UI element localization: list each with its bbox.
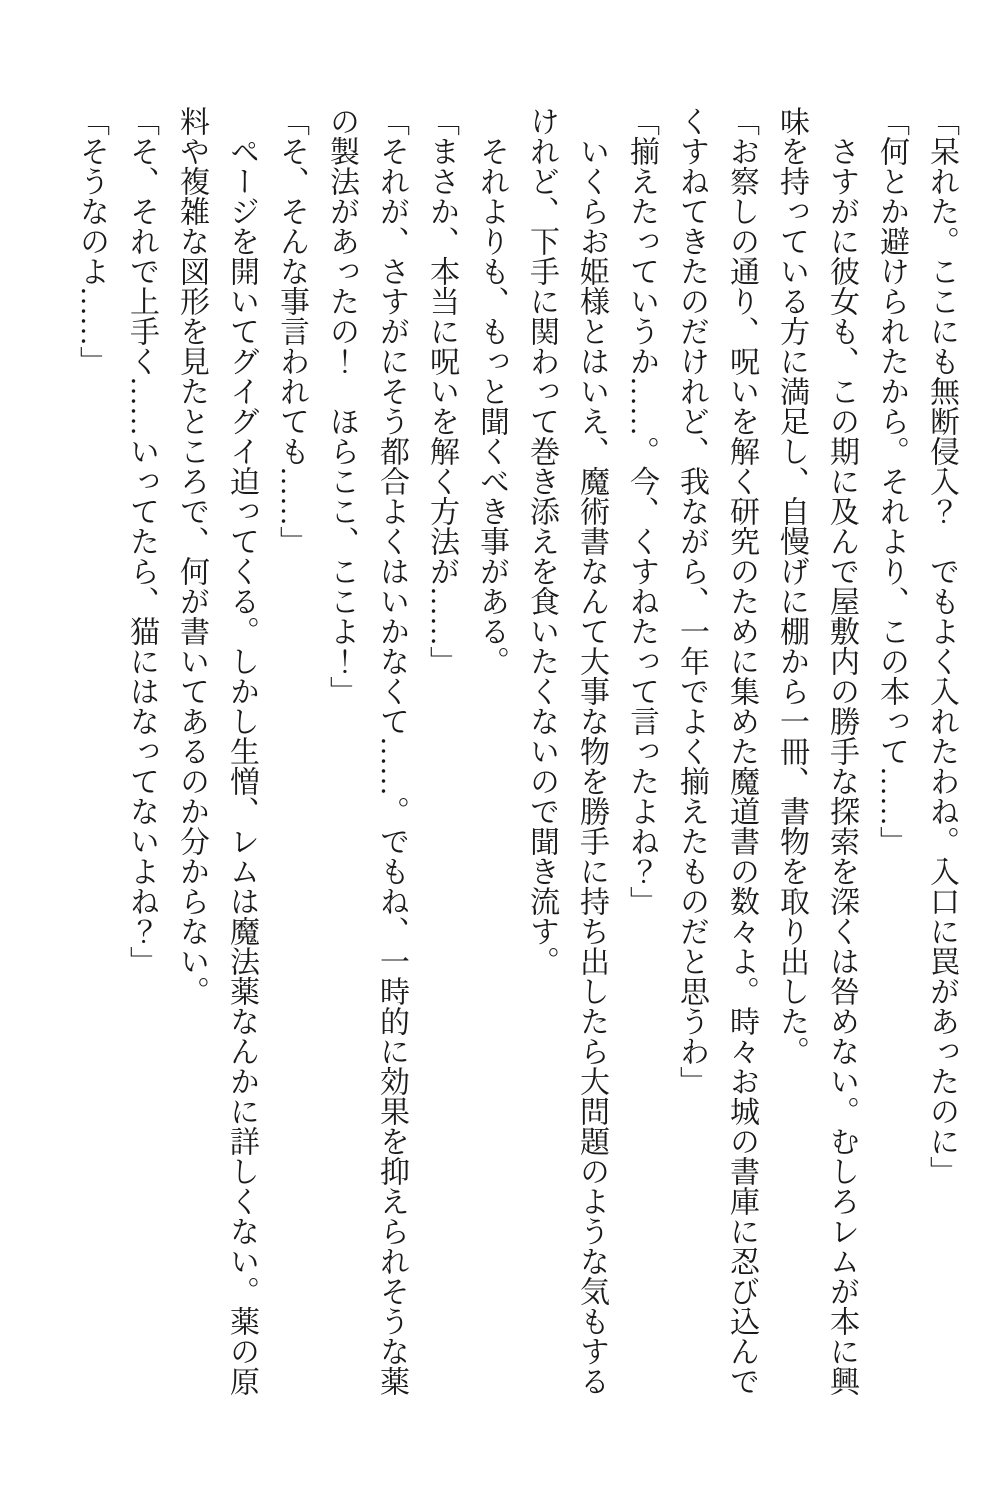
text-line: 「それが、さすがにそう都合よくはいかなくて……。でもね、一時的に効果を抑えられそうな薬 <box>375 106 408 1396</box>
text-line: それよりも、もっと聞くべき事がある。 <box>475 106 508 676</box>
dialogue-paragraph <box>666 106 766 1426</box>
text-line: 料や複雑な図形を見たところで、何が書いてあるのか分からない。 <box>175 106 208 1006</box>
text-line: ページを開いてグイグイ迫ってくる。しかし生憎、レムは魔法薬なんかに詳しくない。薬の原 <box>225 106 258 1396</box>
text-line: 「そ、そんな事言われても……」 <box>275 106 308 556</box>
dialogue-paragraph <box>616 106 666 1426</box>
text-line: 味を持っている方に満足し、自慢げに棚から一冊、書物を取り出した。 <box>775 106 808 1066</box>
vertical-text-block <box>66 106 966 1426</box>
dialogue-paragraph <box>916 106 966 1426</box>
narration-paragraph <box>516 106 616 1426</box>
dialogue-paragraph <box>66 106 116 1426</box>
text-line: 「そ、それで上手く……いってたら、猫にはなってないよね？」 <box>125 106 158 976</box>
text-line: 「お察しの通り、呪いを解く研究のために集めた魔道書の数々よ。時々お城の書庫に忍び込んで <box>725 106 758 1396</box>
text-line: くすねてきたのだけれど、我ながら、一年でよく揃えたものだと思うわ」 <box>675 106 708 1096</box>
text-line: 「何とか避けられたから。それより、この本って……」 <box>875 106 908 856</box>
dialogue-paragraph <box>116 106 166 1426</box>
narration-paragraph <box>466 106 516 1426</box>
dialogue-paragraph <box>266 106 316 1426</box>
text-line: さすがに彼女も、この期に及んで屋敷内の勝手な探索を深くは咎めない。むしろレムが本に興 <box>825 106 858 1396</box>
text-line: 「そうなのよ……」 <box>75 106 108 376</box>
dialogue-paragraph <box>416 106 466 1426</box>
narration-paragraph <box>766 106 866 1426</box>
text-line: いくらお姫様とはいえ、魔術書なんて大事な物を勝手に持ち出したら大問題のような気もする <box>575 106 608 1396</box>
text-line: けれど、下手に関わって巻き添えを食いたくないので聞き流す。 <box>525 106 558 976</box>
text-line: の製法があったの！ ほらここ、ここよ！」 <box>325 106 358 706</box>
text-line: 「呆れた。ここにも無断侵入？ でもよく入れたわね。入口に罠があったのに」 <box>925 106 958 1186</box>
narration-paragraph <box>166 106 266 1426</box>
text-line: 「まさか、本当に呪いを解く方法が……」 <box>425 106 458 676</box>
dialogue-paragraph <box>866 106 916 1426</box>
dialogue-paragraph <box>316 106 416 1426</box>
text-line: 「揃えたっていうか……。今、くすねたって言ったよね？」 <box>625 106 658 916</box>
